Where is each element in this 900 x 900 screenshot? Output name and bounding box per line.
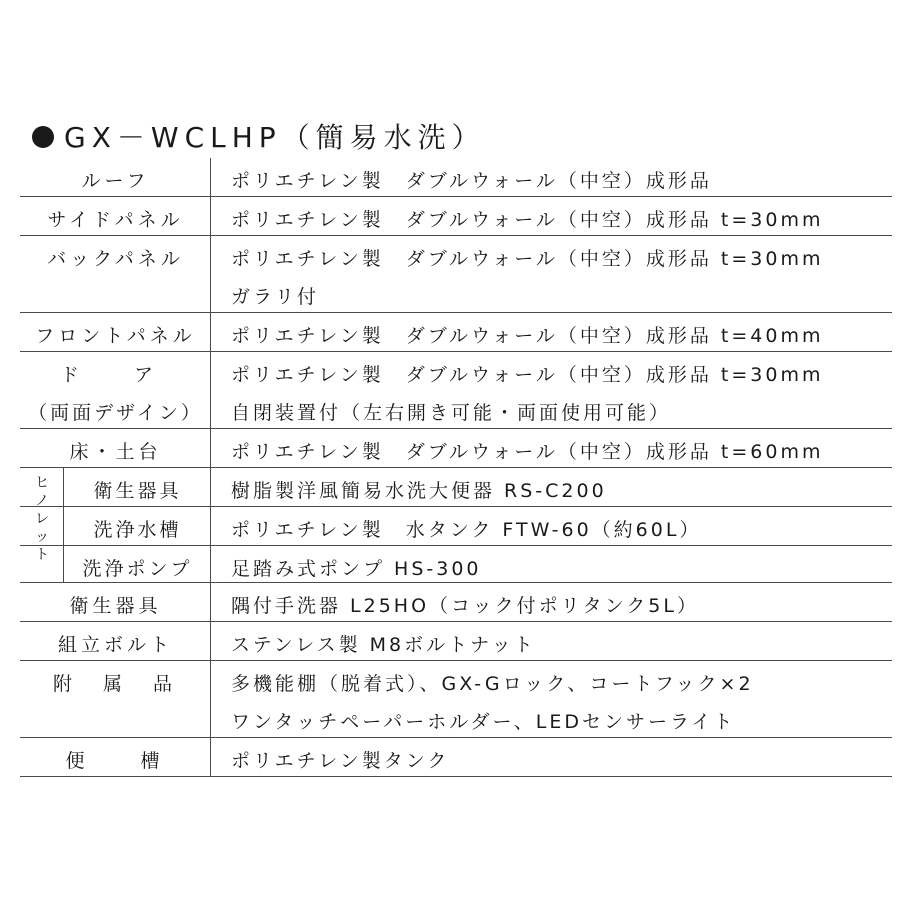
spec-group-hinolet [20, 468, 892, 583]
spec-row-roof [20, 158, 892, 197]
row-value: 多機能棚（脱着式）、GX-Gロック、コートフック×2 [231, 673, 754, 695]
spec-row-back-panel [20, 236, 892, 313]
row-value: ポリエチレン製 ダブルウォール（中空）成形品 t=40mm [231, 325, 824, 347]
group-item-sanitary [20, 468, 892, 507]
spec-row-door [20, 352, 892, 429]
group-item-label: 衛生器具 [93, 480, 182, 502]
row-label: 附 属 品 [52, 673, 178, 695]
row-value: ステンレス製 M8ボルトナット [231, 634, 536, 656]
group-item-label: 洗浄水槽 [93, 519, 182, 541]
spec-title [32, 116, 486, 156]
row-label: サイドパネル [47, 209, 184, 231]
group-side-label: ヒノレット [35, 475, 49, 563]
group-item-value: 足踏み式ポンプ HS-300 [231, 558, 482, 580]
row-value: ポリエチレン製 ダブルウォール（中空）成形品 t=30mm [231, 248, 824, 270]
spec-title-text: GX－WCLHP（簡易水洗） [64, 121, 486, 154]
spec-row-side-panel [20, 197, 892, 236]
row-label: ルーフ [81, 170, 150, 192]
spec-table [20, 158, 892, 777]
group-item-value: 樹脂製洋風簡易水洗大便器 RS-C200 [231, 480, 607, 502]
bullet-icon [32, 126, 54, 148]
group-item-flush-pump [20, 546, 892, 584]
group-item-value: ポリエチレン製 水タンク FTW-60（約60L） [231, 519, 702, 541]
row-label: 衛生器具 [69, 595, 162, 617]
spec-row-sanitary [20, 583, 892, 622]
row-value: ポリエチレン製 ダブルウォール（中空）成形品 t=30mm [231, 209, 824, 231]
row-value: ポリエチレン製タンク [231, 750, 450, 772]
row-value: ポリエチレン製 ダブルウォール（中空）成形品 t=60mm [231, 441, 824, 463]
row-label: フロントパネル [35, 325, 196, 347]
row-value-line2: 自閉装置付（左右開き可能・両面使用可能） [231, 402, 672, 424]
row-value: ポリエチレン製 ダブルウォール（中空）成形品 [231, 170, 712, 192]
row-value: ポリエチレン製 ダブルウォール（中空）成形品 t=30mm [231, 364, 824, 386]
row-label: 便 槽 [65, 750, 166, 772]
row-label: バックパネル [47, 248, 184, 270]
spec-row-front-panel [20, 313, 892, 352]
row-value-line2: ワンタッチペーパーホルダー、LEDセンサーライト [231, 711, 736, 733]
row-value-line2: ガラリ付 [231, 286, 320, 308]
row-label: 組立ボルト [57, 634, 173, 656]
row-label-line2: （両面デザイン） [28, 402, 203, 424]
group-item-label: 洗浄ポンプ [82, 558, 193, 580]
row-label: ド ア [59, 364, 171, 386]
spec-row-tank [20, 738, 892, 777]
spec-row-accessories [20, 661, 892, 738]
spec-row-bolts [20, 622, 892, 661]
row-label: 床・土台 [69, 441, 162, 463]
spec-row-floor [20, 429, 892, 468]
group-item-flush-tank [20, 507, 892, 546]
row-value: 隅付手洗器 L25HO（コック付ポリタンク5L） [231, 595, 699, 617]
